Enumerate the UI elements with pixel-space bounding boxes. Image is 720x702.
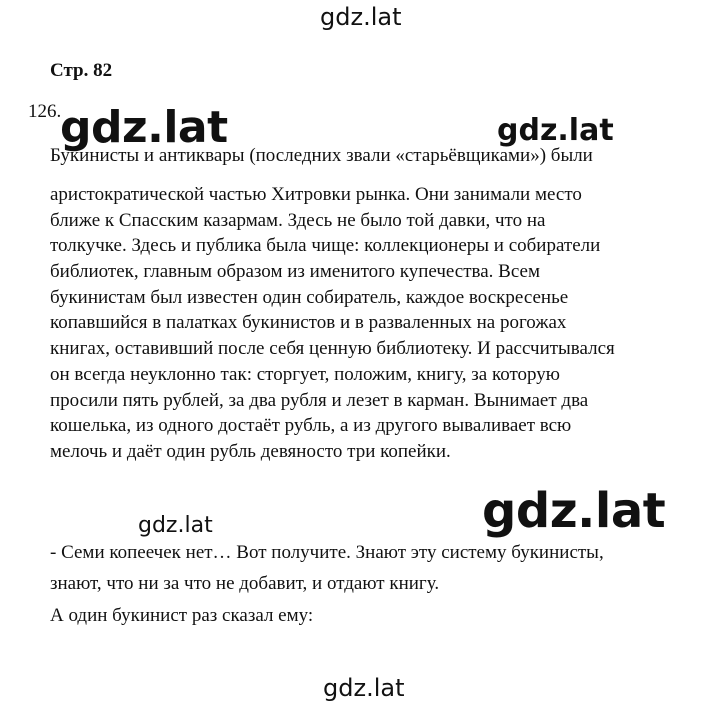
text-line: просили пять рублей, за два рубля и лезет в карман. Вынимает два [50,389,589,411]
text-line: книгах, оставивший после себя ценную библиотеку. И рассчитывался [50,338,615,360]
text-line: ближе к Спасским казармам. Здесь не было той давки, что на [50,209,546,231]
text-line: копавшийся в палатках букинистов и в разваленных на рогожах [50,312,567,334]
task-number: 126. [28,101,62,122]
paragraph-1: Букинисты и антиквары (последних звали «старьёвщиками») были [50,145,593,166]
text-line: знают, что ни за что не добавит, и отдают книгу. [50,573,440,594]
paragraph-4: А один букинист раз сказал ему: [50,605,314,626]
text-line: - Семи копеечек нет… Вот получите. Знают эту систему букинисты, [50,542,604,563]
text-line: букинистам был известен один собиратель, каждое воскресенье [50,286,569,308]
text-line: аристократической частью Хитровки рынка. Они занимали место [50,184,582,205]
paragraph-2 [50,182,615,465]
text-line: мелочь и даёт один рубль девяносто три копейки. [50,440,451,462]
paragraph-3 [50,537,604,599]
text-line: кошелька, из одного достаёт рубль, а из другого вываливает всю [50,415,572,437]
text-line: он всегда неуклонно так: сторгует, положим, книгу, за которую [50,363,560,385]
watermark-large-right: gdz.lat [482,483,666,539]
watermark-top: gdz.lat [320,3,402,31]
watermark-small: gdz.lat [138,513,213,538]
text-line: библиотек, главным образом из именитого купечества. Всем [50,261,540,283]
watermark-large-left: gdz.lat [60,102,228,153]
watermark-right: gdz.lat [497,113,614,148]
text-line: толкучке. Здесь и публика была чище: коллекционеры и собиратели [50,235,601,257]
page-reference: Стр. 82 [50,60,113,81]
watermark-bottom: gdz.lat [323,674,405,702]
